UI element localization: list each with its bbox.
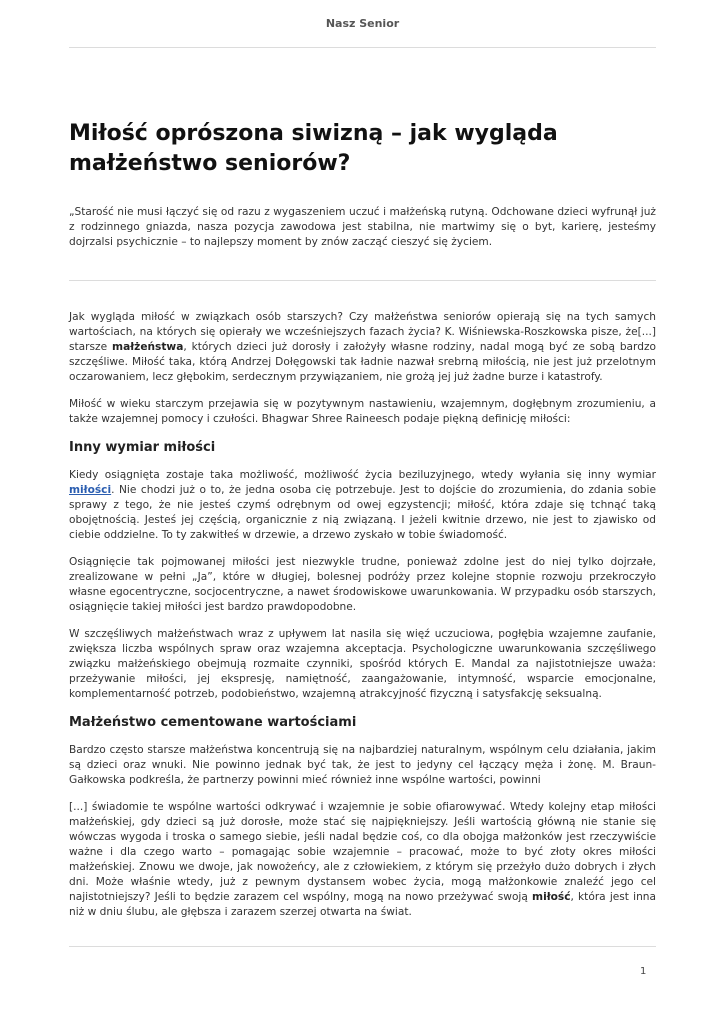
- paragraph: [69, 310, 656, 385]
- paragraph-text: , która jest inna niż w dniu ślubu, ale głębsza i zarazem szerzej otwarta na świat.: [69, 891, 656, 918]
- paragraph-text: Kiedy osiągnięta zostaje taka możliwość, możliwość życia beziluzyjnego, wtedy wyłania się inny wymiar: [69, 469, 656, 481]
- paragraph: W szczęśliwych małżeństwach wraz z upływem lat nasila się więź uczuciowa, pogłębia wzajemne zaufanie, zwiększa liczba wspólnych spraw oraz wzajemna akceptacja. Psychologiczne uwarunkowania szczęśliwego związku małżeńskiego obejmują rozmaite czynniki, spośród których E. Mandal za najistotniejsze uważa: przeżywanie miłości, jej ekspresję, namiętność, zaangażowanie, intymność, wsparcie emocjonalne, komplementarność potrzeb, podobieństwo, wzajemną atrakcyjność fizyczną i satysfakcję seksualną.: [69, 628, 656, 700]
- quote-paragraph: [69, 800, 656, 920]
- bold-term: małżeństwa: [112, 341, 184, 353]
- article-title: Miłość oprószona siwizną – jak wygląda małżeństwo seniorów?: [69, 121, 558, 176]
- paragraph-text: . Nie chodzi już o to, że jedna osoba cię potrzebuje. Jest to dojście do zrozumienia, do zdania sobie sprawy z tego, że nie jesteś czymś odrębnym od owej egzystencji; miłość, która zdaje się tchnąć taką obojętnością. Jesteś jej częścią, organicznie z nią związaną. I jeżeli kwitnie drzewo, nie jest to zjawisko od ciebie oddzielne. To ty zakwitłeś w drzewie, a drzewo zyskało w tobie świadomość.: [69, 484, 656, 541]
- paragraph-text: [...] świadomie te wspólne wartości odkrywać i wzajemnie je sobie ofiarowywać. Wtedy kolejny etap miłości małżeńskiej, gdy dzieci są już dorosłe, może stać się najpiękniejszy. Jeśli wartością główną nie stanie się wówczas wygoda i troska o samego siebie, jeśli nadal będzie coś, co dla obojga małżonków jest rzeczywiście ważne i dla czego warto – pomagając sobie wzajemnie – pracować, może to być złoty okres miłości małżeńskiej. Znowu we dwoje, jak nowożeńcy, ale z człowiekiem, z którym się przeżyło dużo dobrych i złych dni. Może właśnie wtedy, już z pewnym dystansem wobec życia, mogą małżonkowie znaleźć jego cel najistotniejszy? Jeśli to będzie zarazem cel wspólny, mogą na nowo przeżywać swoją: [69, 801, 656, 903]
- paragraph: Miłość w wieku starczym przejawia się w pozytywnym nastawieniu, wzajemnym, dogłębnym zrozumieniu, a także wzajemnej pomocy i czułości. Bhagwar Shree Raineesch podaje piękną definicję miłości:: [69, 398, 656, 425]
- paragraph: [69, 468, 656, 543]
- paragraph: Osiągnięcie tak pojmowanej miłości jest niezwykle trudne, ponieważ zdolne jest do niej tylko dojrzałe, zrealizowane w pełni „Ja”, które w długiej, bolesnej podróży przez kolejne stopnie rozwoju przekroczyło własne egocentryczne, socjocentryczne, a nawet środowiskowe uwarunkowania. W przypadku osób starszych, osiągnięcie takiej miłości jest bardzo prawdopodobne.: [69, 556, 656, 613]
- header-divider: [69, 47, 656, 48]
- section-heading: Inny wymiar miłości: [69, 440, 216, 455]
- section-heading: Małżeństwo cementowane wartościami: [69, 715, 357, 730]
- paragraph-text: , których dzieci już dorosły i założyły własne rodziny, nadal mogą być ze sobą bardzo szczęśliwe. Miłość taka, którą Andrzej Dołęgowski tak ładnie nazwał srebrną miłością, nie jest już przelotnym oczarowaniem, lecz głębokim, serdecznym przywiązaniem, nie grożą jej już żadne burze i katastrofy.: [69, 341, 656, 383]
- paragraph: Bardzo często starsze małżeństwa koncentrują się na najbardziej naturalnym, wspólnym celu działania, jakim są dzieci oraz wnuki. Nie powinno jednak być tak, że jest to jedyny cel łączący męża i żonę. M. Braun-Gałkowska podkreśla, że partnerzy powinni mieć również inne wspólne wartości, powinni: [69, 744, 656, 786]
- site-name: Nasz Senior: [325, 17, 400, 30]
- milosci-link[interactable]: miłości: [69, 484, 112, 496]
- page-number: 1: [640, 966, 647, 977]
- lead-divider: [69, 280, 656, 281]
- footer-divider: [69, 946, 656, 947]
- article-lead: „Starość nie musi łączyć się od razu z wygaszeniem uczuć i małżeńską rutyną. Odchowane dzieci wyfrunął już z rodzinnego gniazda, nasza pozycja zawodowa jest stabilna, nie martwimy się o byt, karierę, jesteśmy dojrzalsi psychicznie – to najlepszy moment by znów zacząć cieszyć się życiem.: [69, 206, 656, 248]
- article-body: [69, 310, 656, 932]
- paragraph-text: Jak wygląda miłość w związkach osób starszych? Czy małżeństwa seniorów opierają się na tych samych wartościach, na których się opierały we wcześniejszych fazach życia? K. Wiśniewska-Roszkowska pisze, że[...] starsze: [69, 311, 656, 353]
- bold-term: miłość: [532, 891, 571, 903]
